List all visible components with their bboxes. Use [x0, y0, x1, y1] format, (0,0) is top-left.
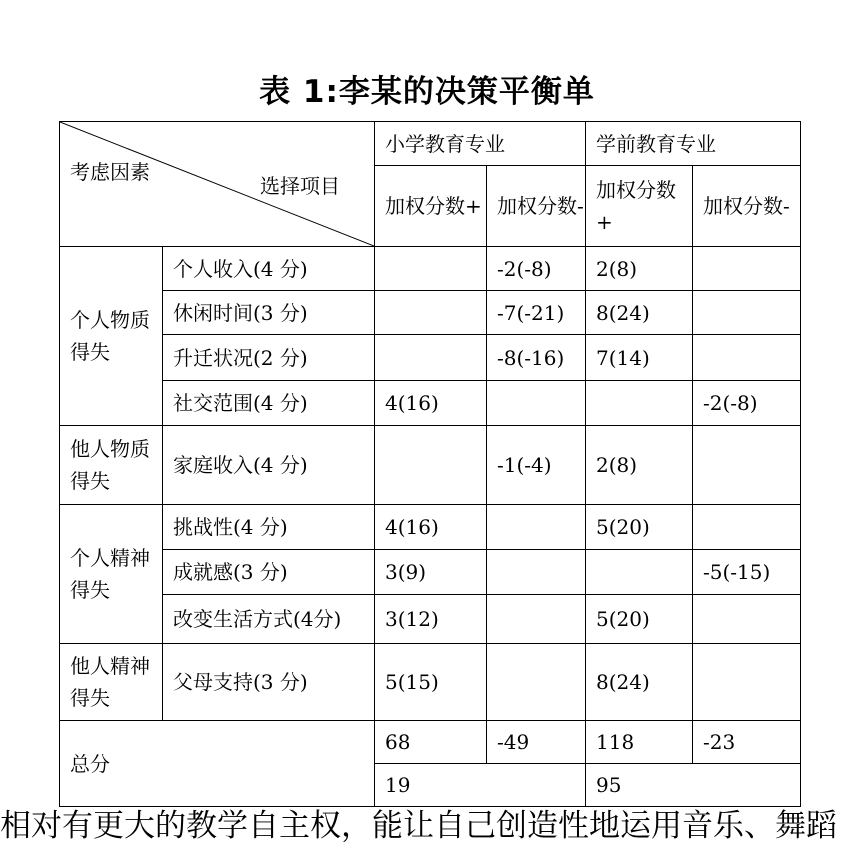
- sub-header-primary-minus: 加权分数-: [487, 166, 586, 247]
- category-cell: 他人物质得失: [60, 426, 163, 505]
- table-row: [60, 426, 801, 505]
- score-cell: [693, 644, 801, 721]
- score-cell: 8(24): [586, 291, 693, 335]
- total-cell: -23: [693, 721, 801, 764]
- item-cell: 挑战性(4 分): [163, 505, 375, 550]
- item-cell: 个人收入(4 分): [163, 247, 375, 291]
- score-cell: -5(-15): [693, 550, 801, 595]
- corner-factor-label: 考虑因素: [70, 160, 150, 184]
- item-cell: 休闲时间(3 分): [163, 291, 375, 335]
- score-cell: [487, 550, 586, 595]
- score-cell: 3(9): [375, 550, 487, 595]
- score-cell: 2(8): [586, 426, 693, 505]
- score-cell: 8(24): [586, 644, 693, 721]
- decision-balance-table: [59, 121, 801, 807]
- score-cell: [375, 335, 487, 381]
- score-cell: 4(16): [375, 381, 487, 426]
- item-cell: 改变生活方式(4分): [163, 595, 375, 644]
- score-cell: -2(-8): [693, 381, 801, 426]
- item-cell: 家庭收入(4 分): [163, 426, 375, 505]
- score-cell: [586, 550, 693, 595]
- score-cell: [375, 426, 487, 505]
- score-cell: [487, 505, 586, 550]
- score-cell: -2(-8): [487, 247, 586, 291]
- score-cell: 5(15): [375, 644, 487, 721]
- net-primary-cell: 19: [375, 764, 586, 807]
- category-cell: 个人精神得失: [60, 505, 163, 644]
- score-cell: [375, 247, 487, 291]
- body-text-line: 相对有更大的教学自主权，能让自己创造性地运用音乐、舞蹈: [0, 808, 837, 844]
- score-cell: -7(-21): [487, 291, 586, 335]
- item-cell: 社交范围(4 分): [163, 381, 375, 426]
- category-cell: 他人精神得失: [60, 644, 163, 721]
- table-row: [60, 381, 801, 426]
- sub-header-primary-plus: 加权分数+: [375, 166, 487, 247]
- item-cell: 成就感(3 分): [163, 550, 375, 595]
- total-cell: -49: [487, 721, 586, 764]
- table-row: [60, 644, 801, 721]
- group-header-primary: 小学教育专业: [375, 122, 586, 166]
- score-cell: 7(14): [586, 335, 693, 381]
- table-title: 表 1:李某的决策平衡单: [259, 74, 595, 110]
- table-row: [60, 335, 801, 381]
- table-row: [60, 291, 801, 335]
- category-cell: 个人物质得失: [60, 247, 163, 426]
- total-label-cell: 总分: [60, 721, 375, 807]
- corner-option-label: 选择项目: [260, 174, 340, 198]
- score-cell: -8(-16): [487, 335, 586, 381]
- score-cell: 5(20): [586, 505, 693, 550]
- score-cell: 2(8): [586, 247, 693, 291]
- score-cell: 5(20): [586, 595, 693, 644]
- total-cell: 118: [586, 721, 693, 764]
- table-row: [60, 550, 801, 595]
- score-cell: [487, 595, 586, 644]
- table-row: [60, 247, 801, 291]
- score-cell: [693, 335, 801, 381]
- score-cell: [693, 247, 801, 291]
- score-cell: [375, 291, 487, 335]
- score-cell: 4(16): [375, 505, 487, 550]
- score-cell: [693, 505, 801, 550]
- table-row: [60, 505, 801, 550]
- score-cell: [487, 644, 586, 721]
- item-cell: 父母支持(3 分): [163, 644, 375, 721]
- header-corner-cell: [60, 122, 375, 247]
- total-cell: 68: [375, 721, 487, 764]
- totals-row: [60, 721, 801, 764]
- score-cell: [487, 381, 586, 426]
- score-cell: [693, 595, 801, 644]
- score-cell: [586, 381, 693, 426]
- sub-header-preschool-plus: 加权分数+: [586, 166, 693, 247]
- group-header-preschool: 学前教育专业: [586, 122, 801, 166]
- table-row: [60, 595, 801, 644]
- score-cell: 3(12): [375, 595, 487, 644]
- score-cell: [693, 426, 801, 505]
- score-cell: [693, 291, 801, 335]
- item-cell: 升迁状况(2 分): [163, 335, 375, 381]
- score-cell: -1(-4): [487, 426, 586, 505]
- net-preschool-cell: 95: [586, 764, 801, 807]
- sub-header-preschool-minus: 加权分数-: [693, 166, 801, 247]
